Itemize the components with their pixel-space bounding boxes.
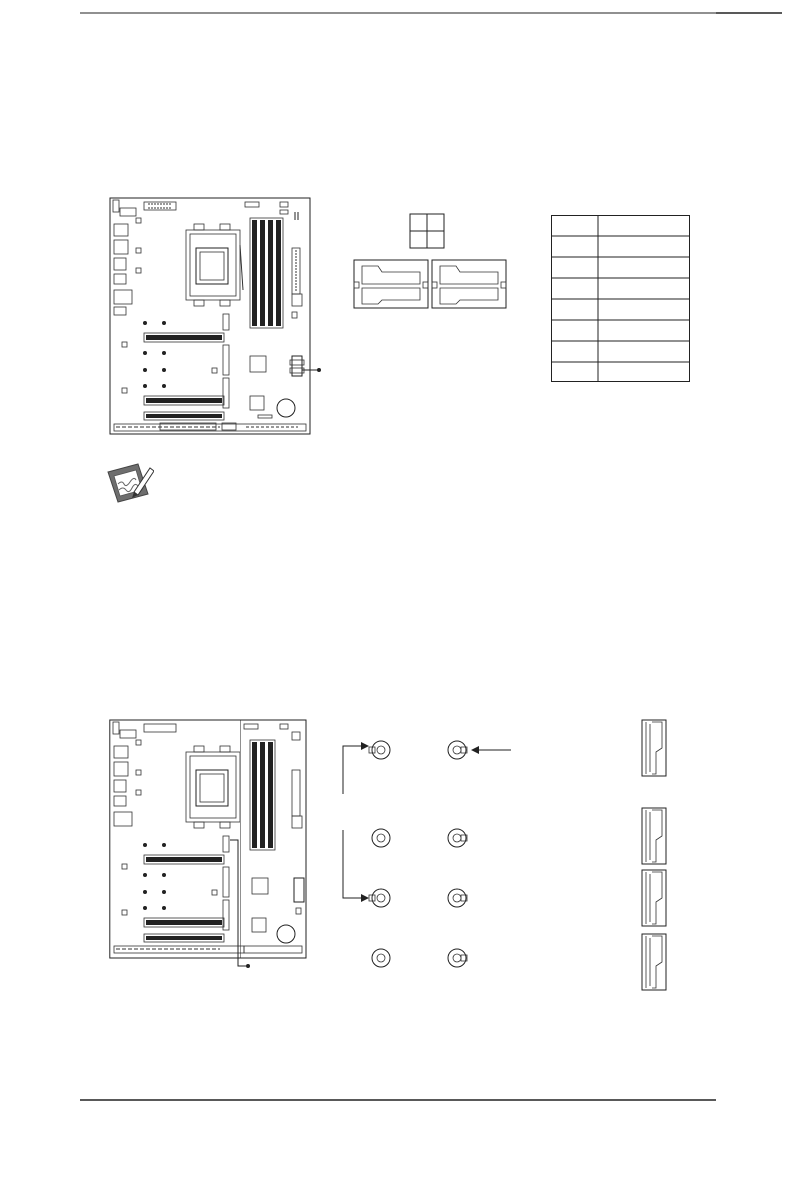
m2-slot-icon: [642, 808, 666, 864]
m2-standoff-diagram: [335, 730, 515, 980]
m2-standoff-icon: [448, 741, 467, 759]
m2-standoff-icon: [448, 949, 467, 967]
motherboard-diagram-bottom: [100, 712, 260, 972]
m2-slot-icon: [642, 934, 666, 990]
m2-slot-icon: [642, 720, 666, 776]
m2-standoff-icon: [369, 889, 390, 907]
m2-standoff-icon: [369, 741, 390, 759]
motherboard-icon: [110, 198, 321, 434]
top-rule: [0, 0, 794, 20]
sata-connector-icon: [350, 210, 510, 310]
m2-standoff-icon: [372, 829, 390, 847]
m2-standoff-icon: [372, 949, 390, 967]
m2-standoff-icon: [448, 889, 467, 907]
pencil-note-icon: [104, 462, 154, 506]
motherboard-icon: [110, 720, 260, 968]
m2-standoff-icon: [448, 829, 467, 847]
sata-pin-table: [551, 215, 693, 385]
m2-slot-column: [636, 712, 676, 996]
m2-slot-icon: [642, 870, 666, 926]
motherboard-diagram-bottom-right: [240, 712, 310, 972]
bottom-rule: [0, 1090, 794, 1110]
motherboard-diagram-top: [100, 190, 330, 440]
